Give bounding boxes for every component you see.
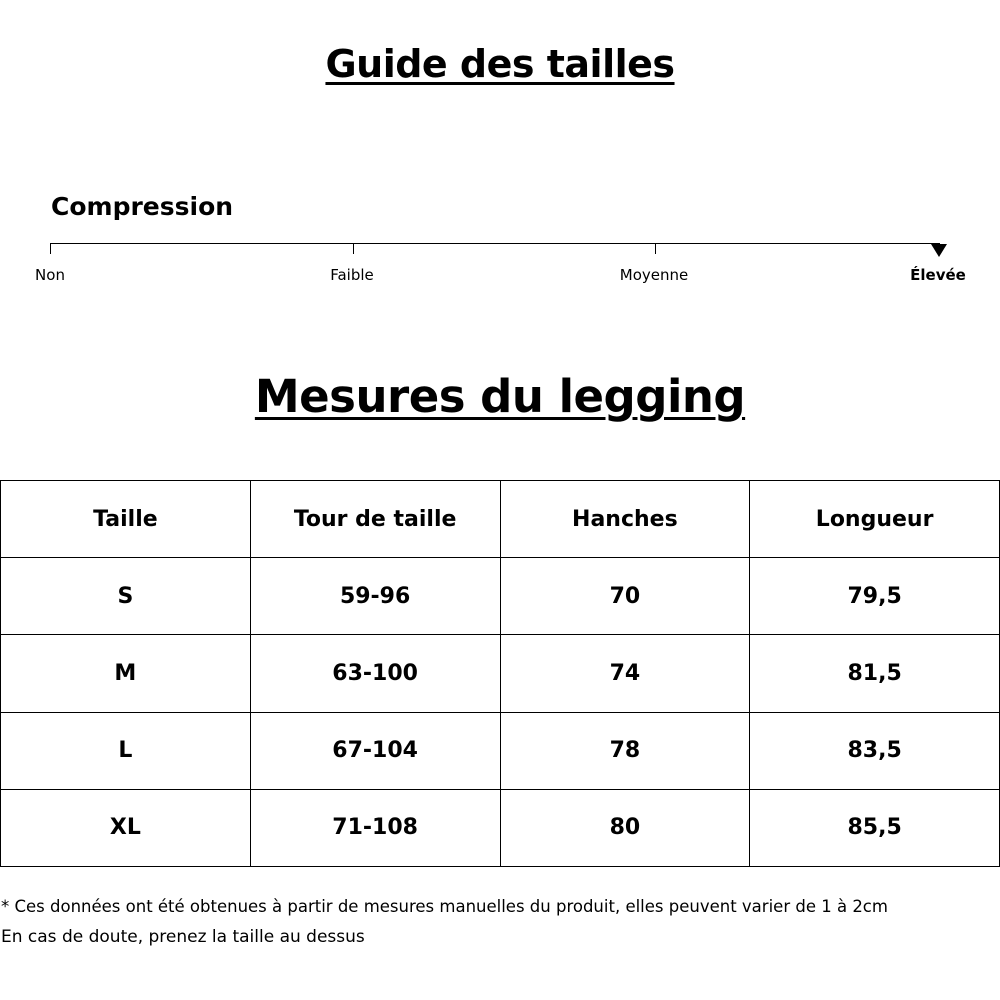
compression-scale-line <box>50 243 940 244</box>
table-header-row <box>1 481 1000 558</box>
column-header: Tour de taille <box>250 481 500 558</box>
table-cell: 83,5 <box>750 712 1000 789</box>
footnote-disclaimer: * Ces données ont été obtenues à partir de mesures manuelles du produit, elles peuvent varier de 1 à 2cm <box>1 897 888 916</box>
table-row <box>1 789 1000 866</box>
table-cell: XL <box>1 789 251 866</box>
table-cell: L <box>1 712 251 789</box>
page-title: Guide des tailles <box>325 42 675 86</box>
column-header: Taille <box>1 481 251 558</box>
table-row <box>1 712 1000 789</box>
section-title: Mesures du legging <box>254 370 746 423</box>
table-cell: 71-108 <box>250 789 500 866</box>
scale-label-moyenne: Moyenne <box>619 266 689 284</box>
triangle-down-icon <box>931 244 947 257</box>
size-table <box>0 480 1000 867</box>
table-row <box>1 635 1000 712</box>
table-cell: 78 <box>500 712 750 789</box>
column-header: Longueur <box>750 481 1000 558</box>
table-cell: 80 <box>500 789 750 866</box>
scale-tick-non <box>50 243 51 254</box>
table-cell: 85,5 <box>750 789 1000 866</box>
table-cell: 79,5 <box>750 558 1000 635</box>
scale-label-elevee: Élevée <box>910 266 966 284</box>
table-row <box>1 558 1000 635</box>
compression-label: Compression <box>51 192 234 221</box>
scale-tick-faible <box>353 243 354 254</box>
scale-tick-moyenne <box>655 243 656 254</box>
table-cell: M <box>1 635 251 712</box>
footnote-advice: En cas de doute, prenez la taille au dessus <box>1 927 365 947</box>
scale-label-faible: Faible <box>330 266 374 284</box>
table-cell: S <box>1 558 251 635</box>
scale-label-non: Non <box>35 266 65 284</box>
table-cell: 74 <box>500 635 750 712</box>
table-cell: 81,5 <box>750 635 1000 712</box>
table-cell: 59-96 <box>250 558 500 635</box>
column-header: Hanches <box>500 481 750 558</box>
table-cell: 67-104 <box>250 712 500 789</box>
table-cell: 70 <box>500 558 750 635</box>
table-cell: 63-100 <box>250 635 500 712</box>
